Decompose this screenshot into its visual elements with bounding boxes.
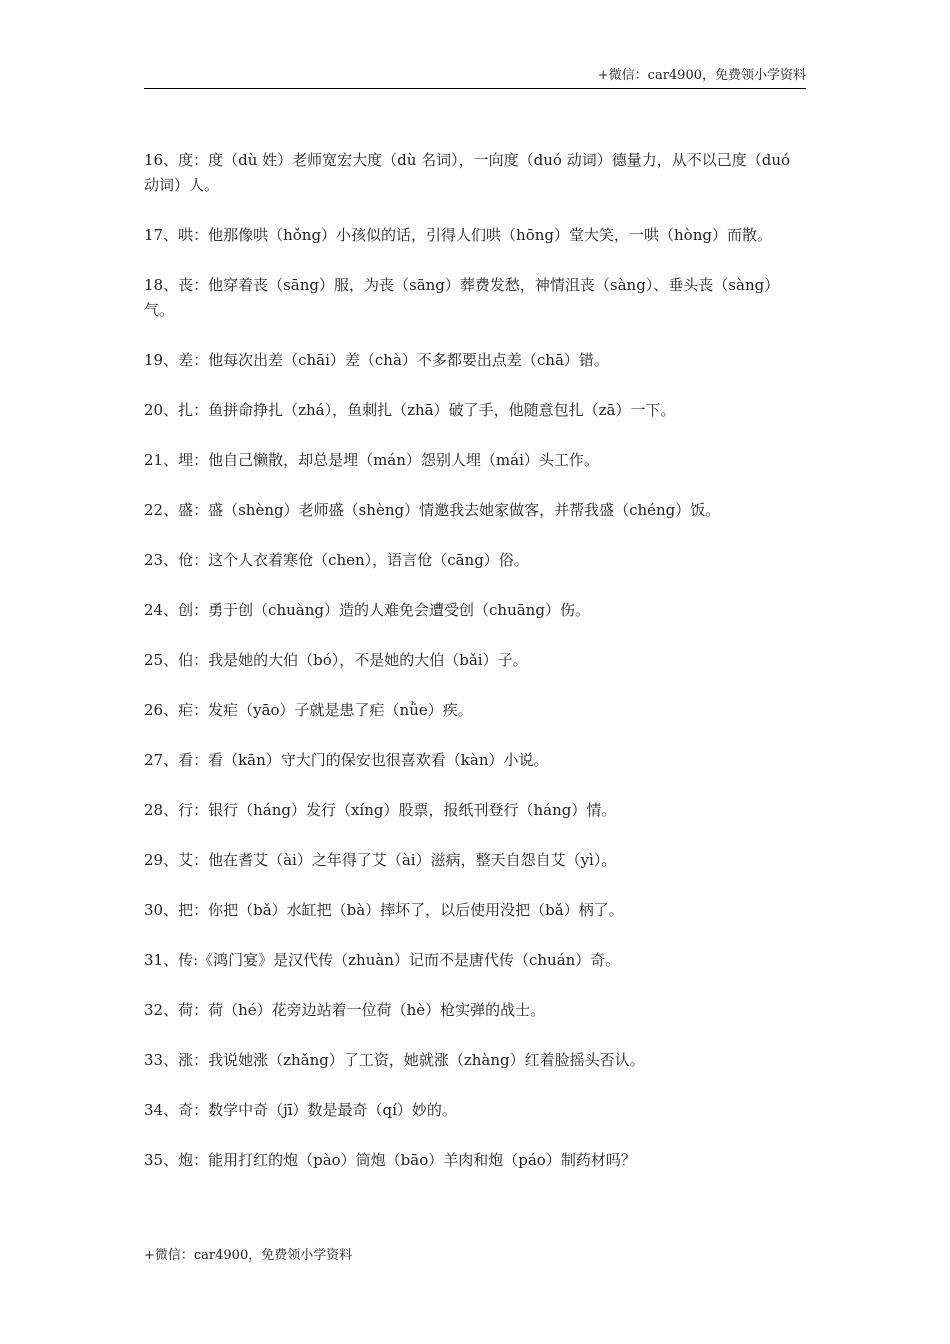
list-item-23: 23、伧：这个人衣着寒伧（chen），语言伧（cāng）俗。 (144, 551, 529, 569)
list-item-31: 31、传:《鸿门宴》是汉代传（zhuàn）记而不是唐代传（chuán）奇。 (144, 951, 621, 969)
footer-text: +微信：car4900，免费领小学资料 (144, 1248, 353, 1263)
list-item-35: 35、炮：能用打红的炮（pào）筒炮（bāo）羊肉和炮（páo）制药材吗？ (144, 1151, 636, 1169)
list-item-20: 20、扎：鱼拼命挣扎（zhá），鱼刺扎（zhā）破了手，他随意包扎（zā）一下。 (144, 401, 676, 419)
header-text: +微信：car4900，免费领小学资料 (597, 68, 806, 83)
list-item-24: 24、创：勇于创（chuàng）造的人难免会遭受创（chuāng）伤。 (144, 601, 590, 619)
list-item-26: 26、疟：发疟（yāo）子就是患了疟（nǜe）疾。 (144, 701, 473, 719)
list-item-32: 32、荷：荷（hé）花旁边站着一位荷（hè）枪实弹的战士。 (144, 1001, 546, 1019)
list-item-22: 22、盛：盛（shèng）老师盛（shèng）情邀我去她家做客，并帮我盛（chéng）饭。 (144, 501, 721, 519)
list-item-30: 30、把：你把（bǎ）水缸把（bà）摔坏了，以后使用没把（bǎ）柄了。 (144, 901, 624, 919)
page-footer (144, 1246, 352, 1266)
list-item-16: 16、度：度（dù 姓）老师宽宏大度（dù 名词），一向度（duó 动词）德量力，从不以己度（duó 动词）人。 (144, 151, 791, 194)
list-item-17: 17、哄：他那像哄（hǒng）小孩似的话，引得人们哄（hōng）堂大笑，一哄（hòng）而散。 (144, 226, 772, 244)
list-item-33: 33、涨：我说她涨（zhǎng）了工资，她就涨（zhàng）红着脸摇头否认。 (144, 1051, 645, 1069)
list-item-18: 18、丧：他穿着丧（sāng）服，为丧（sāng）葬费发愁，神情沮丧（sàng）、垂头丧（sàng）气。 (144, 276, 780, 319)
list-item-25: 25、伯：我是她的大伯（bó），不是她的大伯（bǎi）子。 (144, 651, 528, 669)
list-item-19: 19、差：他每次出差（chāi）差（chà）不多都要出点差（chā）错。 (144, 351, 609, 369)
page-header (144, 66, 806, 89)
list-item-34: 34、奇：数学中奇（jī）数是最奇（qí）妙的。 (144, 1101, 457, 1119)
list-item-27: 27、看：看（kān）守大门的保安也很喜欢看（kàn）小说。 (144, 751, 549, 769)
list-item-29: 29、艾：他在耆艾（ài）之年得了艾（ài）滋病，整天自怨自艾（yì）。 (144, 851, 617, 869)
document-body (144, 148, 804, 1198)
list-item-21: 21、埋：他自己懒散，却总是埋（mán）怨别人埋（mái）头工作。 (144, 451, 599, 469)
list-item-28: 28、行：银行（háng）发行（xíng）股票，报纸刊登行（háng）情。 (144, 801, 617, 819)
